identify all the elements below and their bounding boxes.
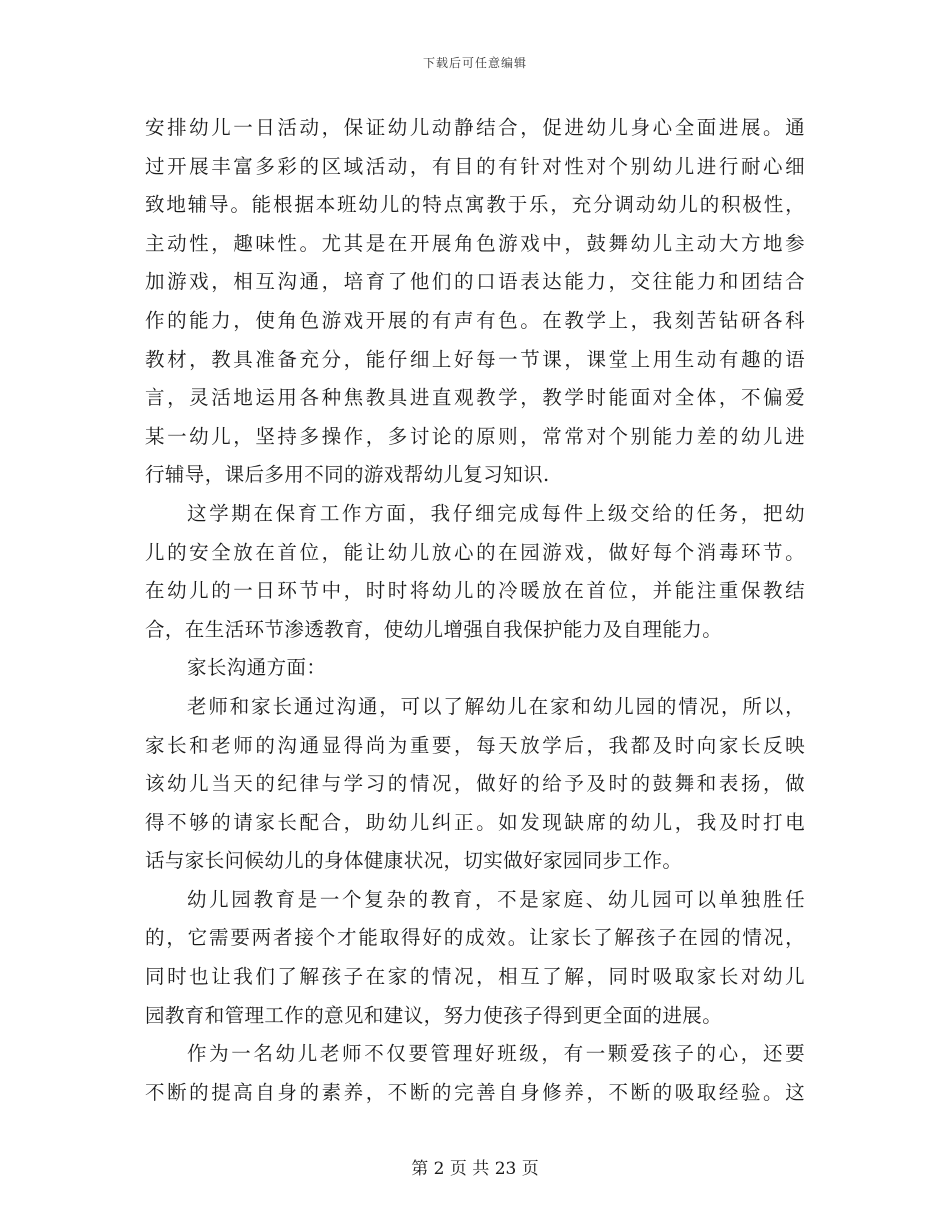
page-header: 下载后可任意编辑 — [422, 56, 527, 70]
text-line: 过开展丰富多彩的区域活动，有目的有针对性对个别幼儿进行耐心细 — [145, 154, 805, 178]
text-line: 合，在生活环节渗透教育，使幼儿增强自我保护能力及自理能力。 — [145, 617, 723, 641]
text-line: 的，它需要两者接个才能取得好的成效。让家长了解孩子在园的情况， — [145, 926, 805, 950]
text-line: 得不够的请家长配合，助幼儿纠正。如发现缺席的幼儿，我及时打电 — [145, 810, 805, 834]
document-body — [145, 109, 805, 1112]
text-line: 教材，教具准备充分，能仔细上好每一节课，课堂上用生动有趣的语 — [145, 347, 805, 371]
text-line: 在幼儿的一日环节中，时时将幼儿的冷暖放在首位，并能注重保教结 — [145, 579, 805, 603]
text-line: 某一幼儿，坚持多操作，多讨论的原则，常常对个别能力差的幼儿进 — [145, 424, 805, 448]
text-line: 加游戏，相互沟通，培育了他们的口语表达能力，交往能力和团结合 — [145, 270, 805, 294]
text-line: 老师和家长通过沟通，可以了解幼儿在家和幼儿园的情况，所以， — [187, 694, 805, 718]
page-number: 第 2 页 共 23 页 — [411, 1159, 539, 1179]
text-line: 这学期在保育工作方面，我仔细完成每件上级交给的任务，把幼 — [187, 501, 805, 525]
section-heading: 家长沟通方面： — [187, 656, 327, 680]
text-line: 行辅导，课后多用不同的游戏帮幼儿复习知识. — [145, 463, 550, 487]
text-line: 家长和老师的沟通显得尚为重要，每天放学后，我都及时向家长反映 — [145, 733, 805, 757]
text-line: 幼儿园教育是一个复杂的教育，不是家庭、幼儿园可以单独胜任 — [187, 887, 805, 911]
text-line: 主动性，趣味性。尤其是在开展角色游戏中，鼓舞幼儿主动大方地参 — [145, 231, 805, 255]
text-line: 作的能力，使角色游戏开展的有声有色。在教学上，我刻苦钻研各科 — [145, 308, 805, 332]
text-line: 园教育和管理工作的意见和建议，努力使孩子得到更全面的进展。 — [145, 1003, 723, 1027]
text-line: 同时也让我们了解孩子在家的情况，相互了解，同时吸取家长对幼儿 — [145, 965, 805, 989]
text-line: 该幼儿当天的纪律与学习的情况，做好的给予及时的鼓舞和表扬，做 — [145, 772, 805, 796]
text-line: 不断的提高自身的素养，不断的完善自身修养，不断的吸取经验。这 — [145, 1080, 805, 1104]
text-line: 作为一名幼儿老师不仅要管理好班级，有一颗爱孩子的心，还要 — [187, 1042, 805, 1066]
text-line: 话与家长问候幼儿的身体健康状况，切实做好家园同步工作。 — [145, 849, 683, 873]
text-line: 言，灵活地运用各种焦教具进直观教学，教学时能面对全体，不偏爱 — [145, 386, 805, 410]
text-line: 儿的安全放在首位，能让幼儿放心的在园游戏，做好每个消毒环节。 — [145, 540, 805, 564]
text-line: 安排幼儿一日活动，保证幼儿动静结合，促进幼儿身心全面进展。通 — [145, 116, 805, 139]
text-line: 致地辅导。能根据本班幼儿的特点寓教于乐，充分调动幼儿的积极性， — [145, 193, 805, 217]
